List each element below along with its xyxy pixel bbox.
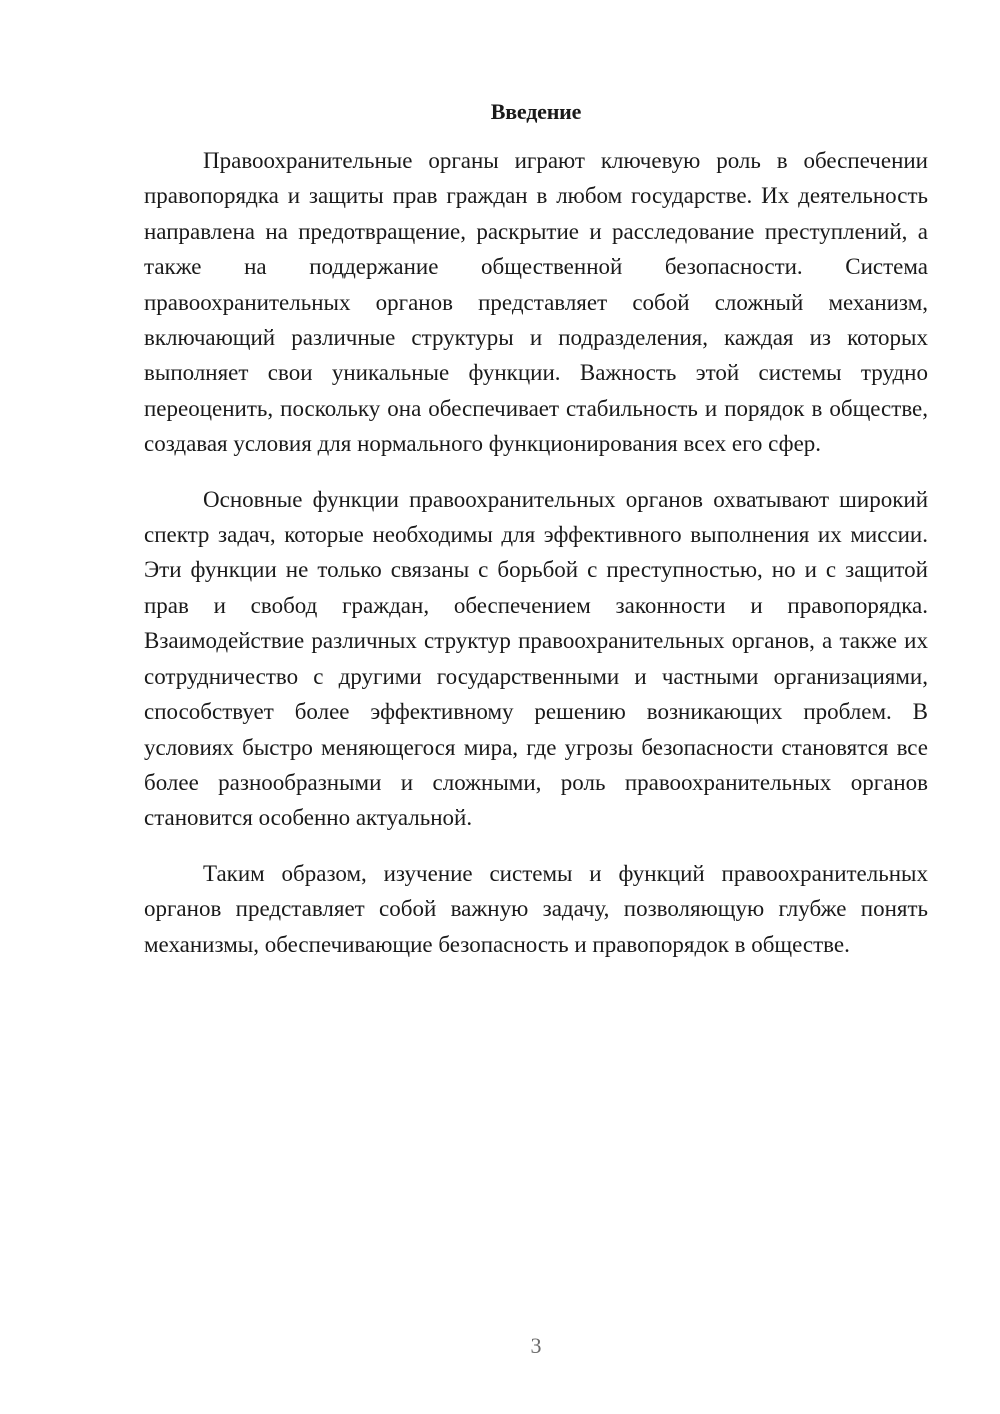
section-title: Введение [490,99,582,124]
paragraph-1: Правоохранительные органы играют ключевую роль в обеспечении правопорядка и защиты прав граждан в любом государстве. Их деятельность направлена на предотвращение, раскрытие и расследование преступлений, а также на поддержание общественной безопасности. Система правоохранительных органов представляет собой сложный механизм, включающий различные структуры и подразделения, каждая из которых выполняет свои уникальные функции. Важность этой системы трудно переоценить, поскольку она обеспечивает стабильность и порядок в обществе, создавая условия для нормального функционирования всех его сфер. [144,148,928,457]
body-text [144,143,928,962]
paragraph-3: Таким образом, изучение системы и функций правоохранительных органов представляет собой важную задачу, позволяющую глубже понять механизмы, обеспечивающие безопасность и правопорядок в обществе. [144,860,928,957]
page-number: 3 [530,1333,542,1358]
paragraph-2: Основные функции правоохранительных органов охватывают широкий спектр задач, которые необходимы для эффективного выполнения их миссии. Эти функции не только связаны с борьбой с преступностью, но и с защитой прав и свобод граждан, обеспечением законности и правопорядка. Взаимодействие различных структур правоохранительных органов, а также их сотрудничество с другими государственными и частными организациями, способствует более эффективному решению возникающих проблем. В условиях быстро меняющегося мира, где угрозы безопасности становятся все более разнообразными и сложными, роль правоохранительных органов становится особенно актуальной. [144,486,928,831]
